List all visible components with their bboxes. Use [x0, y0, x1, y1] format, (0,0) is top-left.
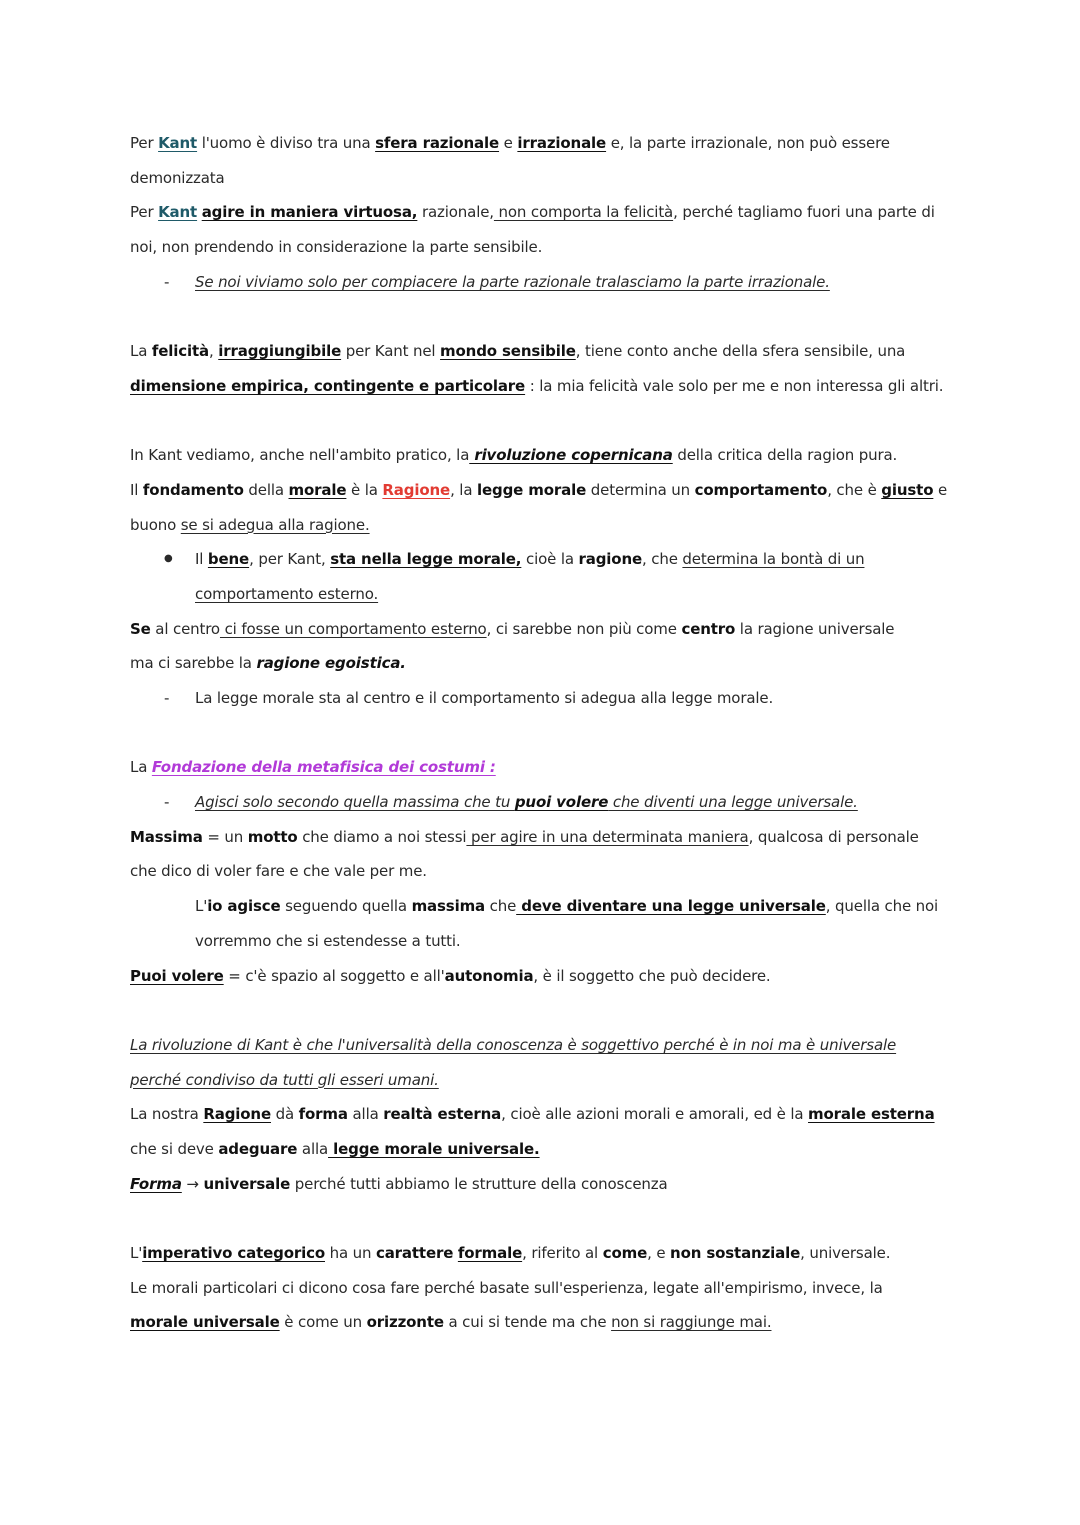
- text-line: Le morali particolari ci dicono cosa fare perché basate sull'esperienza, legate all'empirismo, invece, la: [130, 1278, 883, 1297]
- spacer: [130, 404, 960, 439]
- text-line: dimensione empirica, contingente e particolare : la mia felicità vale solo per me e non interessa gli altri.: [130, 376, 944, 395]
- text-line: La Fondazione della metafisica dei costumi :: [130, 758, 496, 777]
- dash-list-item: - Agisci solo secondo quella massima che tu puoi volere che diventi una legge universale.: [130, 785, 960, 820]
- text-line: In Kant vediamo, anche nell'ambito pratico, la rivoluzione copernicana della critica della ragion pura.: [130, 446, 898, 465]
- document-page: [130, 126, 960, 1340]
- text-line: La rivoluzione di Kant è che l'universalità della conoscenza è soggettivo perché è in noi ma è universale: [130, 1035, 897, 1054]
- text-line: Se al centro ci fosse un comportamento esterno, ci sarebbe non più come centro la ragione universale: [130, 619, 895, 638]
- text-line: noi, non prendendo in considerazione la parte sensibile.: [130, 238, 543, 257]
- spacer: [130, 299, 960, 334]
- keyword-ragione: Ragione: [382, 480, 451, 499]
- indented-line: vorremmo che si estendesse a tutti.: [195, 931, 461, 950]
- text-line: Per Kant agire in maniera virtuosa, razionale, non comporta la felicità, perché tagliamo fuori una parte di: [130, 203, 935, 222]
- text-line: Forma → universale perché tutti abbiamo le strutture della conoscenza: [130, 1174, 668, 1193]
- spacer: [130, 993, 960, 1028]
- text-line: morale universale è come un orizzonte a cui si tende ma che non si raggiunge mai.: [130, 1313, 772, 1332]
- text-line: demonizzata: [130, 168, 225, 187]
- spacer: [130, 1201, 960, 1236]
- text-line: La nostra Ragione dà forma alla realtà esterna, cioè alle azioni morali e amorali, ed è la morale esterna: [130, 1105, 935, 1124]
- text-line: ma ci sarebbe la ragione egoistica.: [130, 654, 406, 673]
- keyword-kant: Kant: [158, 203, 198, 222]
- work-title: Fondazione della metafisica dei costumi :: [151, 758, 496, 777]
- spacer: [130, 716, 960, 751]
- bullet-list-continuation: comportamento esterno.: [195, 584, 379, 603]
- text-line: L'imperativo categorico ha un carattere formale, riferito al come, e non sostanziale, universale.: [130, 1244, 891, 1262]
- text-line: Puoi volere = c'è spazio al soggetto e all'autonomia, è il soggetto che può decidere.: [130, 966, 771, 985]
- text-line: perché condiviso da tutti gli esseri umani.: [130, 1070, 439, 1089]
- text-line: che si deve adeguare alla legge morale universale.: [130, 1139, 540, 1158]
- text-line: Il fondamento della morale è la Ragione, la legge morale determina un comportamento, che è giusto e: [130, 480, 948, 499]
- dash-list-item: - La legge morale sta al centro e il comportamento si adegua alla legge morale.: [130, 681, 960, 716]
- text-line: La felicità, irraggiungibile per Kant nel mondo sensibile, tiene conto anche della sfera sensibile, una: [130, 342, 906, 361]
- text-line: buono se si adegua alla ragione.: [130, 515, 370, 534]
- dash-list-item: - Se noi viviamo solo per compiacere la parte razionale tralasciamo la parte irrazionale.: [130, 265, 960, 300]
- text-line: Massima = un motto che diamo a noi stessi per agire in una determinata maniera, qualcosa di personale: [130, 827, 919, 846]
- text-line: Per Kant l'uomo è diviso tra una sfera razionale e irrazionale e, la parte irrazionale, non può essere: [130, 134, 890, 152]
- bullet-list-item: ● Il bene, per Kant, sta nella legge morale, cioè la ragione, che determina la bontà di un: [130, 542, 960, 577]
- text-line: che dico di voler fare e che vale per me.: [130, 862, 427, 881]
- arrow-icon: →: [181, 1174, 204, 1193]
- keyword-kant: Kant: [158, 134, 198, 152]
- indented-line: L'io agisce seguendo quella massima che deve diventare una legge universale, quella che noi: [195, 897, 939, 916]
